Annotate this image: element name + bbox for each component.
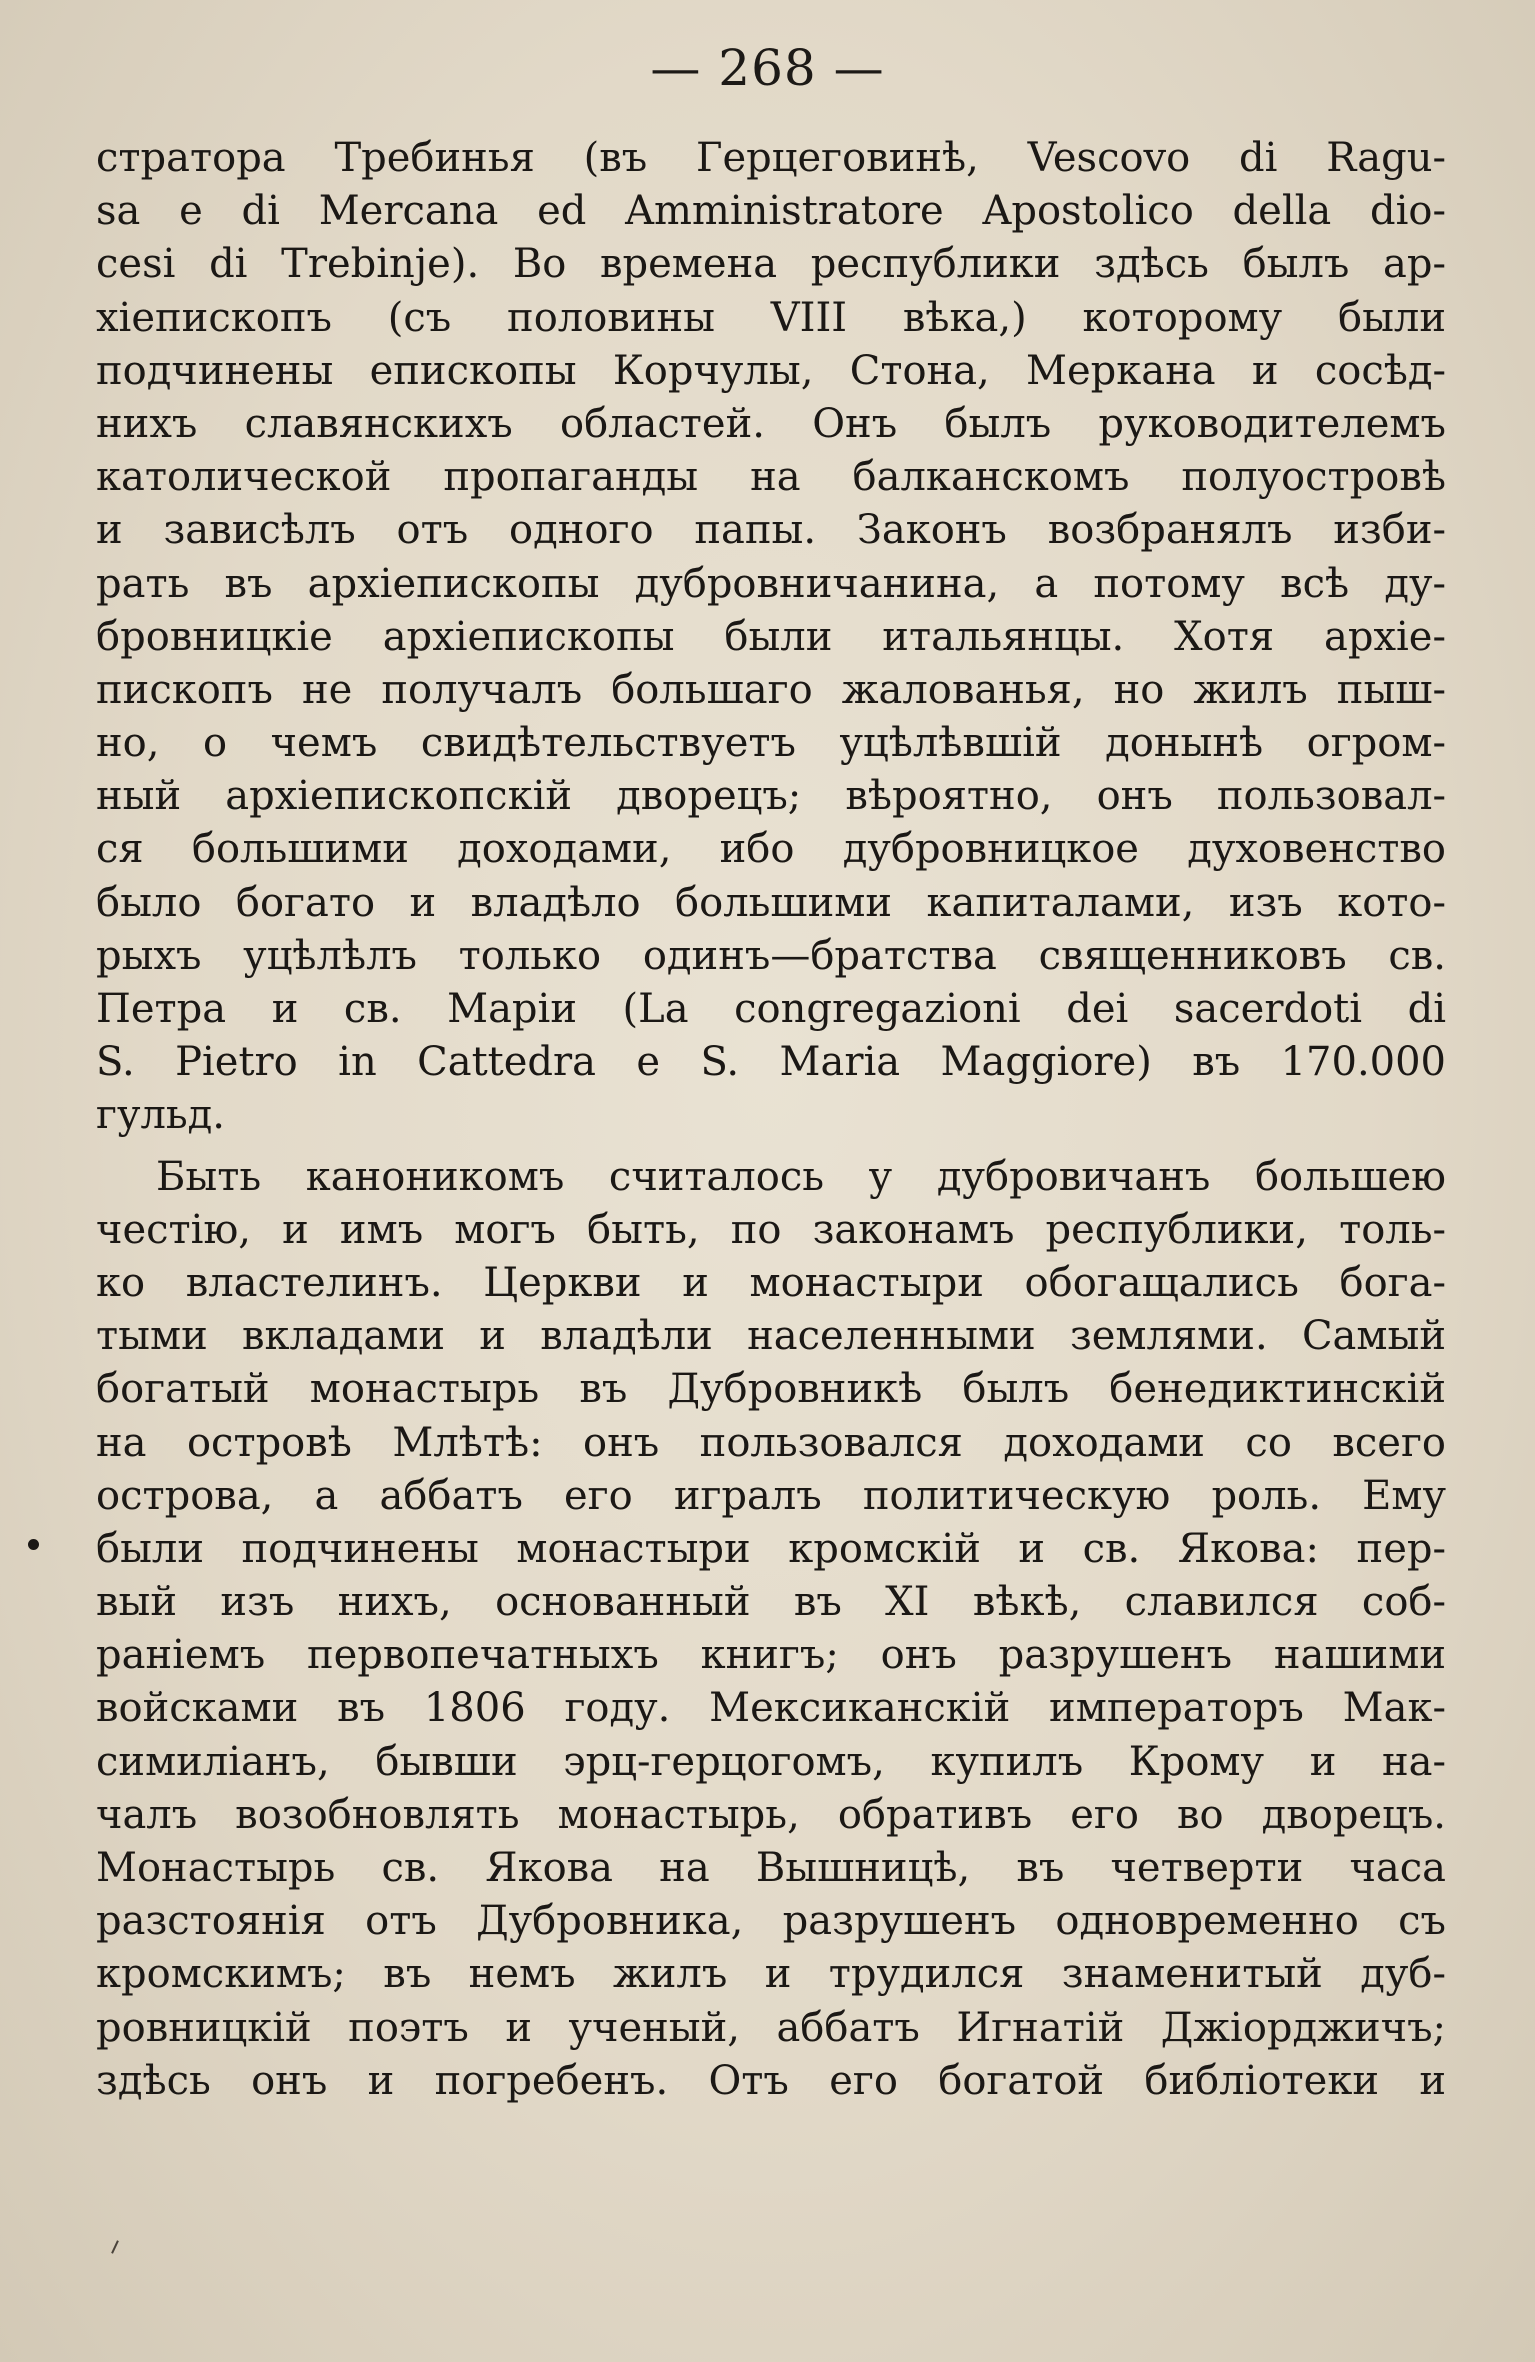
text-line: острова, а аббатъ его игралъ политическую роль. Ему (96, 1472, 1446, 1519)
text-line: ный архіепископскій дворецъ; вѣроятно, онъ пользовал- (96, 773, 1446, 820)
text-line: Петра и св. Маріи (La congregazioni dei sacerdoti di (96, 986, 1446, 1032)
paragraph-1 (96, 132, 1446, 1143)
text-line: пископъ не получалъ большаго жалованья, но жилъ пыш- (96, 666, 1446, 713)
page-number: — 268 — (650, 39, 885, 97)
paragraph-gap (96, 1143, 1446, 1151)
text-line: ся большими доходами, ибо дубровницкое духовенство (96, 826, 1446, 873)
text-line: вый изъ нихъ, основанный въ XI вѣкѣ, славился соб- (96, 1579, 1446, 1626)
text-line: богатый монастырь въ Дубровникѣ былъ бенедиктинскій (96, 1366, 1446, 1413)
text-line: бровницкіе архіепископы были итальянцы. Хотя архіе- (96, 613, 1446, 660)
text-line: честію, и имъ могъ быть, по законамъ республики, толь- (96, 1206, 1446, 1253)
text-line: но, о чемъ свидѣтельствуетъ уцѣлѣвшій донынѣ огром- (96, 720, 1446, 767)
text-line: стратора Требинья (въ Герцеговинѣ, Vescovo di Ragu- (96, 135, 1446, 181)
text-line: cesi di Trebinje). Во времена республики здѣсь былъ ар- (96, 241, 1446, 288)
text-line: чалъ возобновлять монастырь, обративъ его во дворецъ. (96, 1791, 1446, 1838)
text-line: sa e di Mercana ed Amministratore Apostolico della dio- (96, 188, 1446, 235)
text-line: здѣсь онъ и погребенъ. Отъ его богатой библіотеки и (96, 2057, 1446, 2104)
text-line: ко властелинъ. Церкви и монастыри обогащались бога- (96, 1259, 1446, 1306)
body-text (96, 132, 1446, 2108)
margin-ink-dot (28, 1539, 39, 1550)
text-line: ровницкій поэтъ и ученый, аббатъ Игнатій Джіорджичъ; (96, 2004, 1446, 2051)
text-line: раніемъ первопечатныхъ книгъ; онъ разрушенъ нашими (96, 1632, 1446, 1679)
text-line: католической пропаганды на балканскомъ полуостровѣ (96, 454, 1446, 501)
text-line: было богато и владѣло большими капиталами, изъ кото- (96, 879, 1446, 926)
text-line: Монастырь св. Якова на Вышницѣ, въ четверти часа (96, 1845, 1446, 1891)
text-line: тыми вкладами и владѣли населенными землями. Самый (96, 1313, 1446, 1360)
margin-ink-mark (111, 2240, 119, 2254)
text-line: симиліанъ, бывши эрц-герцогомъ, купилъ Крому и на- (96, 1738, 1446, 1785)
text-line: хіепископъ (съ половины VIII вѣка,) которому были (96, 294, 1446, 341)
text-line: кромскимъ; въ немъ жилъ и трудился знаменитый дуб- (96, 1951, 1446, 1998)
text-line: и зависѣлъ отъ одного папы. Законъ возбранялъ изби- (96, 507, 1446, 554)
text-line: разстоянія отъ Дубровника, разрушенъ одновременно съ (96, 1898, 1446, 1945)
text-line: на островѣ Млѣтѣ: онъ пользовался доходами со всего (96, 1419, 1446, 1466)
text-line: S. Pietro in Cattedra e S. Maria Maggiore) въ 170.000 (96, 1039, 1446, 1086)
text-line: рать въ архіепископы дубровничанина, а потому всѣ ду- (96, 560, 1446, 607)
text-line: были подчинены монастыри кромскій и св. Якова: пер- (96, 1525, 1446, 1572)
text-line: рыхъ уцѣлѣлъ только одинъ—братства священниковъ св. (96, 932, 1446, 979)
text-line: подчинены епископы Корчулы, Стона, Меркана и сосѣд- (96, 347, 1446, 394)
paragraph-2 (96, 1151, 1446, 2108)
text-line: Быть каноникомъ считалось у дубровичанъ большею (156, 1153, 1446, 1200)
text-line: нихъ славянскихъ областей. Онъ былъ руководителемъ (96, 400, 1446, 447)
text-line: гульд. (96, 1092, 226, 1139)
text-line: войсками въ 1806 году. Мексиканскій императоръ Мак- (96, 1685, 1446, 1732)
